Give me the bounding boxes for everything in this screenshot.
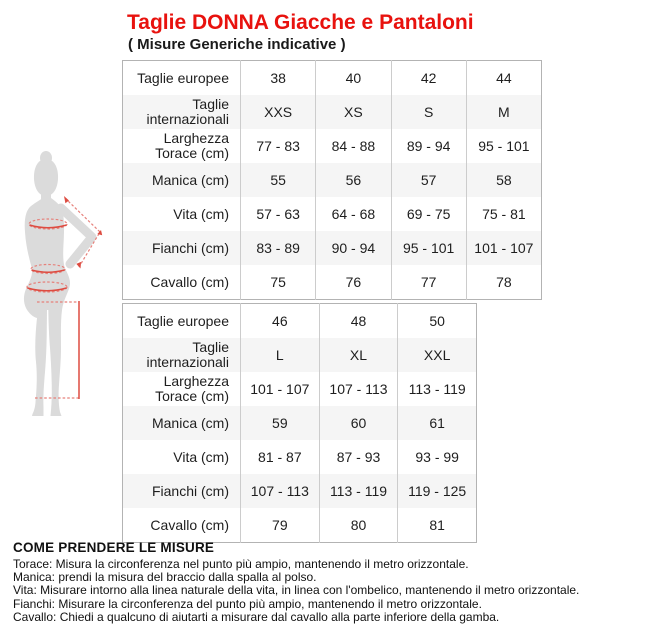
size-value-cell: 113 - 119 [398, 372, 477, 406]
size-value-cell: 46 [241, 304, 320, 339]
measurement-figure [10, 150, 110, 420]
row-label: Taglie europee [137, 312, 229, 329]
instruction-fianchi: Fianchi: Misurare la circonferenza del punto più ampio, mantenendo il metro orizzontale. [13, 596, 482, 611]
size-table-46-50 [122, 303, 477, 543]
instruction-manica: Manica: prendi la misura del braccio dalla spalla al polso. [13, 570, 317, 585]
instruction-cavallo: Cavallo: Chiedi a qualcuno di aiutarti a misurare dal cavallo alla parte inferiore della gamba. [13, 609, 500, 624]
row-label: Vita (cm) [173, 448, 229, 465]
size-value-cell: XL [319, 338, 398, 372]
size-value-cell: 50 [398, 304, 477, 339]
size-value-cell: 77 [391, 265, 466, 300]
size-value-cell: 56 [316, 163, 391, 197]
size-value-cell: 87 - 93 [319, 440, 398, 474]
table-row [123, 338, 477, 372]
size-value-cell: XXS [241, 95, 316, 129]
size-value-cell: 42 [391, 61, 466, 96]
page-title: Taglie DONNA Giacche e Pantaloni [127, 11, 474, 34]
size-value-cell: 95 - 101 [391, 231, 466, 265]
size-value-cell: 40 [316, 61, 391, 96]
row-label: Taglie europee [137, 69, 229, 86]
size-value-cell: 101 - 107 [466, 231, 541, 265]
size-value-cell: 81 [398, 508, 477, 543]
size-value-cell: 84 - 88 [316, 129, 391, 163]
row-label: Cavallo (cm) [150, 516, 229, 533]
table-row [123, 163, 542, 197]
table-row [123, 372, 477, 406]
row-label: Larghezza Torace (cm) [155, 373, 229, 404]
size-value-cell: S [391, 95, 466, 129]
size-value-cell: 58 [466, 163, 541, 197]
size-value-cell: 59 [241, 406, 320, 440]
instructions-heading: COME PRENDERE LE MISURE [13, 540, 215, 555]
size-value-cell: 113 - 119 [319, 474, 398, 508]
size-value-cell: L [241, 338, 320, 372]
table-row [123, 197, 542, 231]
size-value-cell: 69 - 75 [391, 197, 466, 231]
size-value-cell: 76 [316, 265, 391, 300]
row-label: Fianchi (cm) [123, 231, 241, 265]
size-value-cell: 81 - 87 [241, 440, 320, 474]
row-label: Cavallo (cm) [150, 273, 229, 290]
size-value-cell: 44 [466, 61, 541, 96]
size-value-cell: XXL [398, 338, 477, 372]
size-value-cell: 55 [241, 163, 316, 197]
size-value-cell: 75 [241, 265, 316, 300]
size-value-cell: 90 - 94 [316, 231, 391, 265]
size-value-cell: 38 [241, 61, 316, 96]
row-label: Fianchi (cm) [123, 474, 241, 508]
size-value-cell: 48 [319, 304, 398, 339]
table-row [123, 95, 542, 129]
size-value-cell: 107 - 113 [241, 474, 320, 508]
row-label: Larghezza Torace (cm) [155, 130, 229, 161]
table-row [123, 440, 477, 474]
row-label: Manica (cm) [123, 406, 241, 440]
size-value-cell: 75 - 81 [466, 197, 541, 231]
size-value-cell: 107 - 113 [319, 372, 398, 406]
table-row [123, 129, 542, 163]
table-row [123, 265, 542, 300]
row-label: Taglie internazionali [123, 338, 241, 372]
instruction-torace: Torace: Misura la circonferenza nel punto più ampio, mantenendo il metro orizzontale. [13, 557, 469, 571]
size-value-cell: 64 - 68 [316, 197, 391, 231]
row-label: Taglie internazionali [123, 95, 241, 129]
size-value-cell: 83 - 89 [241, 231, 316, 265]
size-value-cell: 79 [241, 508, 320, 543]
size-value-cell: 101 - 107 [241, 372, 320, 406]
size-value-cell: 95 - 101 [466, 129, 541, 163]
instruction-vita: Vita: Misurare intorno alla linea naturale della vita, in linea con l'ombelico, mantenendo il metro orizzontale. [13, 583, 580, 598]
size-value-cell: 80 [319, 508, 398, 543]
size-value-cell: 60 [319, 406, 398, 440]
size-value-cell: XS [316, 95, 391, 129]
size-value-cell: 119 - 125 [398, 474, 477, 508]
table-row [123, 61, 542, 96]
size-value-cell: 57 [391, 163, 466, 197]
row-label: Manica (cm) [123, 163, 241, 197]
size-value-cell: 61 [398, 406, 477, 440]
size-value-cell: 78 [466, 265, 541, 300]
female-silhouette-measurement-icon [10, 150, 110, 420]
size-value-cell: 93 - 99 [398, 440, 477, 474]
size-value-cell: M [466, 95, 541, 129]
page-subtitle: ( Misure Generiche indicative ) [128, 36, 346, 53]
measuring-instructions [13, 540, 645, 624]
row-label: Vita (cm) [173, 205, 229, 222]
size-value-cell: 77 - 83 [241, 129, 316, 163]
size-table-38-44 [122, 60, 542, 300]
table-row [123, 304, 477, 339]
table-row [123, 508, 477, 543]
size-value-cell: 57 - 63 [241, 197, 316, 231]
table-row [123, 231, 542, 265]
size-value-cell: 89 - 94 [391, 129, 466, 163]
table-row [123, 406, 477, 440]
table-row [123, 474, 477, 508]
